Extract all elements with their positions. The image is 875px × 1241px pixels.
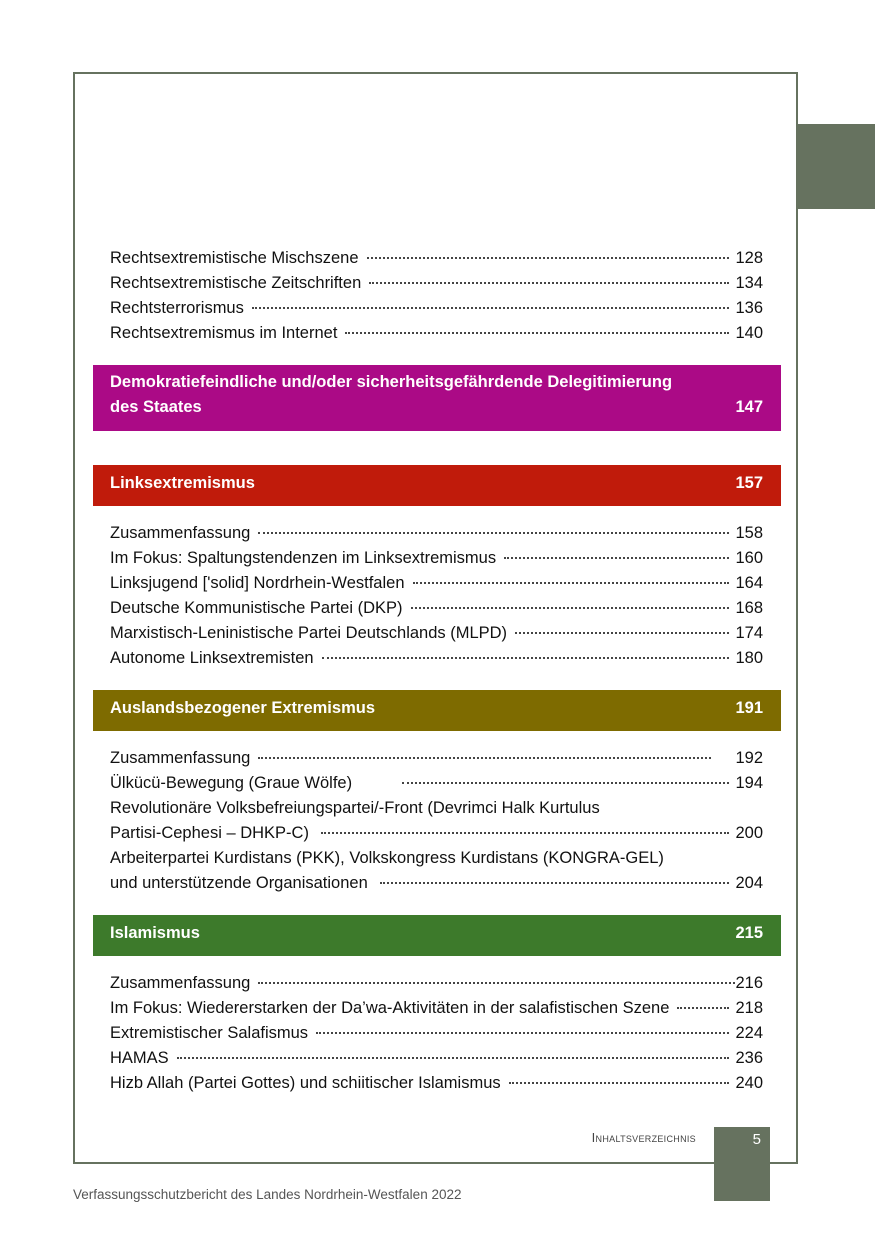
toc-entry-title: Zusammenfassung <box>110 749 251 767</box>
toc-entry-title: Rechtsextremismus im Internet <box>110 324 338 342</box>
toc-entry-title: Hizb Allah (Partei Gottes) und schiitischer Islamismus <box>110 1074 501 1092</box>
section-page: 191 <box>735 699 763 717</box>
toc-entry-page: 224 <box>735 1024 763 1042</box>
section-band-linksextremismus[interactable] <box>93 465 781 506</box>
toc-leader-dots <box>504 557 729 559</box>
toc-entry-title: Rechtsterrorismus <box>110 299 244 317</box>
toc-entry-page: 180 <box>735 649 763 667</box>
toc-leader-dots <box>316 1032 729 1034</box>
toc-entry[interactable] <box>110 546 763 571</box>
toc-leader-dots <box>509 1082 730 1084</box>
toc-entry-title-line1: Revolutionäre Volksbefreiungspartei/-Front (Devrimci Halk Kurtulus <box>110 799 600 817</box>
toc-entry-title: Extremistischer Salafismus <box>110 1024 309 1042</box>
toc-entry[interactable] <box>110 996 763 1021</box>
toc-leader-dots <box>177 1057 730 1059</box>
toc-leader-dots <box>258 982 735 984</box>
toc-entry-title: Im Fokus: Spaltungstendenzen im Linksextremismus <box>110 549 497 567</box>
toc-leader-dots <box>411 607 730 609</box>
toc-leader-dots <box>515 632 729 634</box>
toc-entry-page: 218 <box>735 999 763 1017</box>
section-page: 215 <box>735 924 763 942</box>
toc-entry-wrapped-line[interactable] <box>110 846 763 871</box>
toc-leader-dots <box>402 782 729 784</box>
toc-entry[interactable] <box>110 646 763 671</box>
toc-leader-dots <box>321 832 730 834</box>
section-title-line1: Demokratiefeindliche und/oder sicherheitsgefährdende Delegitimierung <box>110 373 673 391</box>
toc-leader-dots <box>258 532 729 534</box>
toc-leader-dots <box>369 282 729 284</box>
toc-entry[interactable] <box>110 871 763 896</box>
toc-entry-page: 236 <box>735 1049 763 1067</box>
toc-leader-dots <box>380 882 730 884</box>
toc-entry[interactable] <box>110 771 763 796</box>
section-page: 147 <box>735 398 763 416</box>
toc-entry-title: Ülkücü-Bewegung (Graue Wölfe) <box>110 774 353 792</box>
section-title: Linksextremismus <box>110 474 255 492</box>
toc-entry[interactable] <box>110 1021 763 1046</box>
section-title: Auslandsbezogener Extremismus <box>110 699 375 717</box>
toc-entry[interactable] <box>110 621 763 646</box>
toc-entry[interactable] <box>110 1071 763 1096</box>
toc-entry[interactable] <box>110 521 763 546</box>
running-footer-label: Inhaltsverzeichnis <box>591 1130 696 1145</box>
section-band-islamismus[interactable] <box>93 915 781 956</box>
section-title: Islamismus <box>110 924 200 942</box>
toc-entry-page: 192 <box>735 749 763 767</box>
toc-entry-title: Linksjugend ['solid] Nordrhein-Westfalen <box>110 574 405 592</box>
toc-entry-title: Zusammenfassung <box>110 524 251 542</box>
toc-entry-page: 164 <box>735 574 763 592</box>
toc-entry[interactable] <box>110 821 763 846</box>
toc-entry-title: Deutsche Kommunistische Partei (DKP) <box>110 599 403 617</box>
toc-leader-dots <box>345 332 729 334</box>
toc-entry-page: 200 <box>735 824 763 842</box>
toc-entry[interactable] <box>110 246 763 271</box>
toc-entry-page: 158 <box>735 524 763 542</box>
section-page: 157 <box>735 474 763 492</box>
toc-entry-page: 140 <box>735 324 763 342</box>
toc-leader-dots <box>413 582 730 584</box>
toc-entry-page: 240 <box>735 1074 763 1092</box>
toc-entry-title: und unterstützende Organisationen <box>110 874 368 892</box>
section-band-delegitimierung[interactable] <box>93 365 781 431</box>
toc-entry[interactable] <box>110 321 763 346</box>
toc-entry[interactable] <box>110 596 763 621</box>
toc-entry-page: 128 <box>735 249 763 267</box>
toc-entry-wrapped-line[interactable] <box>110 796 763 821</box>
toc-entry-page: 168 <box>735 599 763 617</box>
toc-entry[interactable] <box>110 296 763 321</box>
toc-entry[interactable] <box>110 1046 763 1071</box>
toc-entry-title: Rechtsextremistische Zeitschriften <box>110 274 362 292</box>
toc-entry-title: Rechtsextremistische Mischszene <box>110 249 359 267</box>
toc-entry-page: 160 <box>735 549 763 567</box>
toc-entry-page: 204 <box>735 874 763 892</box>
section-band-auslandsbezogener-extremismus[interactable] <box>93 690 781 731</box>
toc-entry-title: Marxistisch-Leninistische Partei Deutschlands (MLPD) <box>110 624 508 642</box>
toc-entry-page: 194 <box>735 774 763 792</box>
toc-entry-page: 134 <box>735 274 763 292</box>
toc-leader-dots <box>367 257 730 259</box>
toc-leader-dots <box>258 757 711 759</box>
toc-entry-page: 174 <box>735 624 763 642</box>
toc-entry-page: 136 <box>735 299 763 317</box>
chapter-tab-marker <box>798 124 875 209</box>
page-number-box <box>714 1127 770 1201</box>
toc-leader-dots <box>322 657 730 659</box>
toc-entry-title: Zusammenfassung <box>110 974 251 992</box>
toc-leader-dots <box>252 307 730 309</box>
toc-entry-title: Autonome Linksextremisten <box>110 649 314 667</box>
toc-entry[interactable] <box>110 971 763 996</box>
toc-entry-title: HAMAS <box>110 1049 169 1067</box>
report-title: Verfassungsschutzbericht des Landes Nordrhein-Westfalen 2022 <box>73 1187 462 1202</box>
toc-leader-dots <box>677 1007 729 1009</box>
toc-entry[interactable] <box>110 746 763 771</box>
toc-entry-title-line1: Arbeiterpartei Kurdistans (PKK), Volkskongress Kurdistans (KONGRA-GEL) <box>110 849 664 867</box>
toc-entry-title: Partisi-Cephesi – DHKP-C) <box>110 824 309 842</box>
section-title-line2: des Staates <box>110 398 202 416</box>
toc-entry[interactable] <box>110 271 763 296</box>
toc-entry-title: Im Fokus: Wiedererstarken der Da’wa-Aktivitäten in der salafistischen Szene <box>110 999 670 1017</box>
toc-entry[interactable] <box>110 571 763 596</box>
toc-entry-page: 216 <box>735 974 763 992</box>
page-number: 5 <box>752 1131 761 1148</box>
